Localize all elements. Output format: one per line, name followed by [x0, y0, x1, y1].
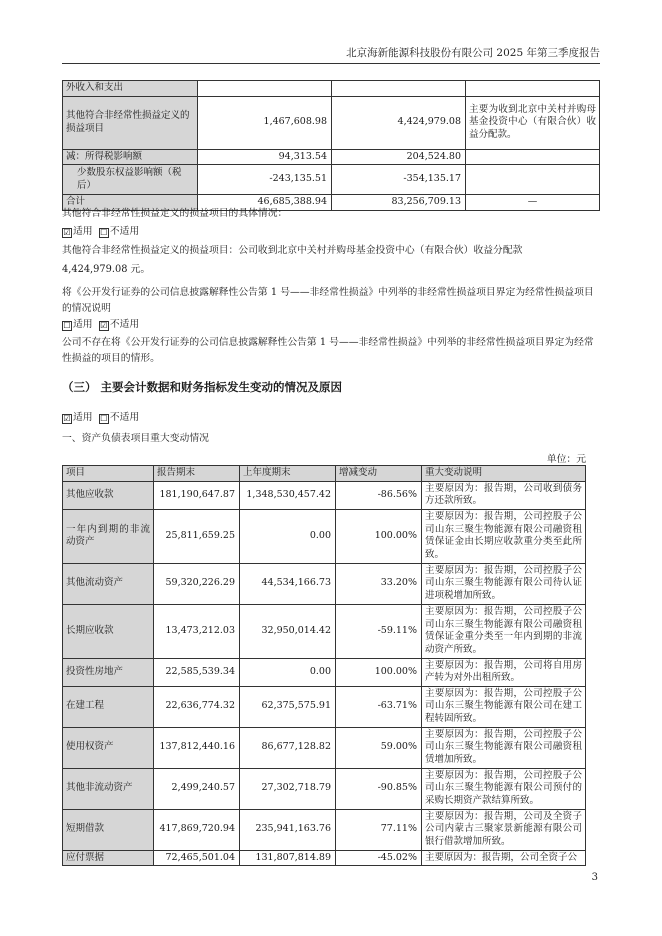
nonrecurring-table	[62, 80, 600, 211]
row-item: 一年内到期的非流动资产	[63, 509, 154, 563]
table-row	[63, 686, 586, 727]
prior-year-end-value: 27,302,718.79	[240, 768, 336, 809]
prior-year-end-value: 62,375,575.91	[240, 686, 336, 727]
change-reason: 主要原因为：报告期，公司收到债务方还款所致。	[422, 481, 586, 509]
change-percent: 59.00%	[336, 727, 422, 768]
ytd-value: -354,135.17	[332, 165, 466, 195]
header-period-end: 报告期末	[154, 466, 240, 482]
row-note	[466, 149, 600, 165]
label-not-applicable: 不适用	[109, 226, 140, 237]
current-period-value: -243,135.51	[198, 165, 332, 195]
table-row	[63, 604, 586, 658]
ytd-value: 4,424,979.08	[332, 96, 466, 149]
current-period-value: 46,685,388.94	[198, 195, 332, 211]
checkbox-applicable-checked: ☑	[63, 228, 71, 237]
row-note: 主要为收到北京中关村并购母基金投资中心（有限合伙）收益分配款。	[466, 96, 600, 149]
ytd-value: 204,524.80	[332, 149, 466, 165]
header-item: 项目	[63, 466, 154, 482]
table-row	[63, 96, 600, 149]
paragraph-item-description: 其他符合非经常性损益定义的损益项目：公司收到北京中关村并购母基金投资中心（有限合伙）收益分配款	[62, 245, 523, 256]
prior-year-end-value: 32,950,014.42	[240, 604, 336, 658]
prior-year-end-value: 44,534,166.73	[240, 563, 336, 604]
period-end-value: 72,465,501.04	[154, 850, 240, 866]
prior-year-end-value: 0.00	[240, 658, 336, 686]
checkbox-applicable: ☐	[63, 321, 71, 330]
checkbox-not-applicable: ☐	[100, 228, 108, 237]
checkbox-not-applicable: ☐	[100, 414, 108, 423]
change-reason: 主要原因为：报告期，公司控股子公司山东三聚生物能源有限公司待认证进项税增加所致。	[422, 563, 586, 604]
prior-year-end-value: 86,677,128.82	[240, 727, 336, 768]
change-percent: -90.85%	[336, 768, 422, 809]
row-note	[466, 165, 600, 195]
page-number: 3	[591, 872, 598, 883]
row-label: 少数股东权益影响额（税后）	[63, 165, 198, 195]
row-item: 其他非流动资产	[63, 768, 154, 809]
applicability-checkboxes-3	[62, 411, 139, 425]
table-row	[63, 563, 586, 604]
period-end-value: 137,812,440.16	[154, 727, 240, 768]
subsection-title: 一、资产负债表项目重大变动情况	[62, 433, 209, 444]
prior-year-end-value: 235,941,163.76	[240, 809, 336, 850]
paragraph-item-amount: 4,424,979.08 元。	[62, 264, 151, 275]
table-row	[63, 165, 600, 195]
row-item: 使用权资产	[63, 727, 154, 768]
label-not-applicable: 不适用	[109, 319, 140, 330]
table-row	[63, 509, 586, 563]
change-percent: 77.11%	[336, 809, 422, 850]
period-end-value: 22,636,774.32	[154, 686, 240, 727]
period-end-value: 417,869,720.94	[154, 809, 240, 850]
table-row	[63, 658, 586, 686]
table-row	[63, 768, 586, 809]
paragraph-specific-items: 其他符合非经常性损益定义的损益项目的具体情况：	[62, 208, 288, 219]
row-note	[466, 81, 600, 97]
period-end-value: 59,320,226.29	[154, 563, 240, 604]
page-header: 北京海新能源科技股份有限公司 2025 年第三季度报告	[346, 47, 600, 59]
section-title: （三） 主要会计数据和财务指标发生变动的情况及原因	[62, 380, 343, 394]
period-end-value: 22,585,539.34	[154, 658, 240, 686]
row-item: 在建工程	[63, 686, 154, 727]
row-item: 投资性房地产	[63, 658, 154, 686]
table-row	[63, 850, 586, 866]
change-percent: -45.02%	[336, 850, 422, 866]
prior-year-end-value: 131,807,814.89	[240, 850, 336, 866]
applicability-checkboxes-1	[62, 225, 139, 239]
change-reason: 主要原因为：报告期，公司控股子公司山东三聚生物能源有限公司预付的采购长期资产款结算所致。	[422, 768, 586, 809]
period-end-value: 13,473,212.03	[154, 604, 240, 658]
change-reason: 主要原因为：报告期，公司控股子公司山东三聚生物能源有限公司融资租赁增加所致。	[422, 727, 586, 768]
change-reason: 主要原因为：报告期，公司及全资子公司内蒙古三聚家景新能源有限公司银行借款增加所致。	[422, 809, 586, 850]
change-percent: -63.71%	[336, 686, 422, 727]
row-item: 应付票据	[63, 850, 154, 866]
row-label: 减：所得税影响额	[63, 149, 198, 165]
change-percent: -86.56%	[336, 481, 422, 509]
unit-label: 单位：元	[546, 454, 586, 465]
change-reason: 主要原因为：报告期，公司全资子公	[422, 850, 586, 866]
applicability-checkboxes-2	[62, 318, 139, 332]
label-applicable: 适用	[73, 412, 93, 423]
paragraph-reclassification-note: 将《公开发行证券的公司信息披露解释性公告第 1 号——非经常性损益》中列举的非经常性损益项目界定为经常性损益项目的情况说明	[62, 287, 594, 314]
ytd-value	[332, 81, 466, 97]
table-row	[63, 809, 586, 850]
header-prior-year-end: 上年度期末	[240, 466, 336, 482]
change-percent: -59.11%	[336, 604, 422, 658]
current-period-value: 94,313.54	[198, 149, 332, 165]
row-label: 合计	[63, 195, 198, 211]
change-reason: 主要原因为：报告期，公司控股子公司山东三聚生物能源有限公司融资租赁保证金由长期应收款重分类至此所致。	[422, 509, 586, 563]
label-applicable: 适用	[73, 226, 93, 237]
table-row	[63, 481, 586, 509]
period-end-value: 2,499,240.57	[154, 768, 240, 809]
header-change: 增减变动	[336, 466, 422, 482]
change-percent: 100.00%	[336, 509, 422, 563]
period-end-value: 25,811,659.25	[154, 509, 240, 563]
current-period-value: 1,467,608.98	[198, 96, 332, 149]
row-item: 其他应收款	[63, 481, 154, 509]
ytd-value: 83,256,709.13	[332, 195, 466, 211]
change-reason: 主要原因为：报告期，公司控股子公司山东三聚生物能源有限公司在建工程转固所致。	[422, 686, 586, 727]
header-reason: 重大变动说明	[422, 466, 586, 482]
current-period-value	[198, 81, 332, 97]
change-percent: 100.00%	[336, 658, 422, 686]
change-reason: 主要原因为：报告期，公司控股子公司山东三聚生物能源有限公司融资租赁保证金重分类至一年内到期的非流动资产所致。	[422, 604, 586, 658]
label-applicable: 适用	[73, 319, 93, 330]
row-item: 短期借款	[63, 809, 154, 850]
change-reason: 主要原因为：报告期，公司将自用房产转为对外出租所致。	[422, 658, 586, 686]
change-percent: 33.20%	[336, 563, 422, 604]
checkbox-applicable-checked: ☑	[63, 414, 71, 423]
balance-sheet-changes-table	[62, 465, 586, 866]
table-row	[63, 81, 600, 97]
prior-year-end-value: 0.00	[240, 509, 336, 563]
table-header-row	[63, 466, 586, 482]
row-note: —	[466, 195, 600, 211]
prior-year-end-value: 1,348,530,457.42	[240, 481, 336, 509]
row-label: 其他符合非经常性损益定义的损益项目	[63, 96, 198, 149]
table-row	[63, 727, 586, 768]
header-rule	[62, 63, 600, 64]
row-label: 外收入和支出	[63, 81, 198, 97]
label-not-applicable: 不适用	[109, 412, 140, 423]
checkbox-not-applicable-checked: ☑	[100, 321, 108, 330]
row-item: 其他流动资产	[63, 563, 154, 604]
table-row	[63, 149, 600, 165]
paragraph-no-reclassification: 公司不存在将《公开发行证券的公司信息披露解释性公告第 1 号——非经常性损益》中列举的非经常性损益项目界定为经常性损益的项目的情形。	[62, 337, 594, 364]
row-item: 长期应收款	[63, 604, 154, 658]
period-end-value: 181,190,647.87	[154, 481, 240, 509]
